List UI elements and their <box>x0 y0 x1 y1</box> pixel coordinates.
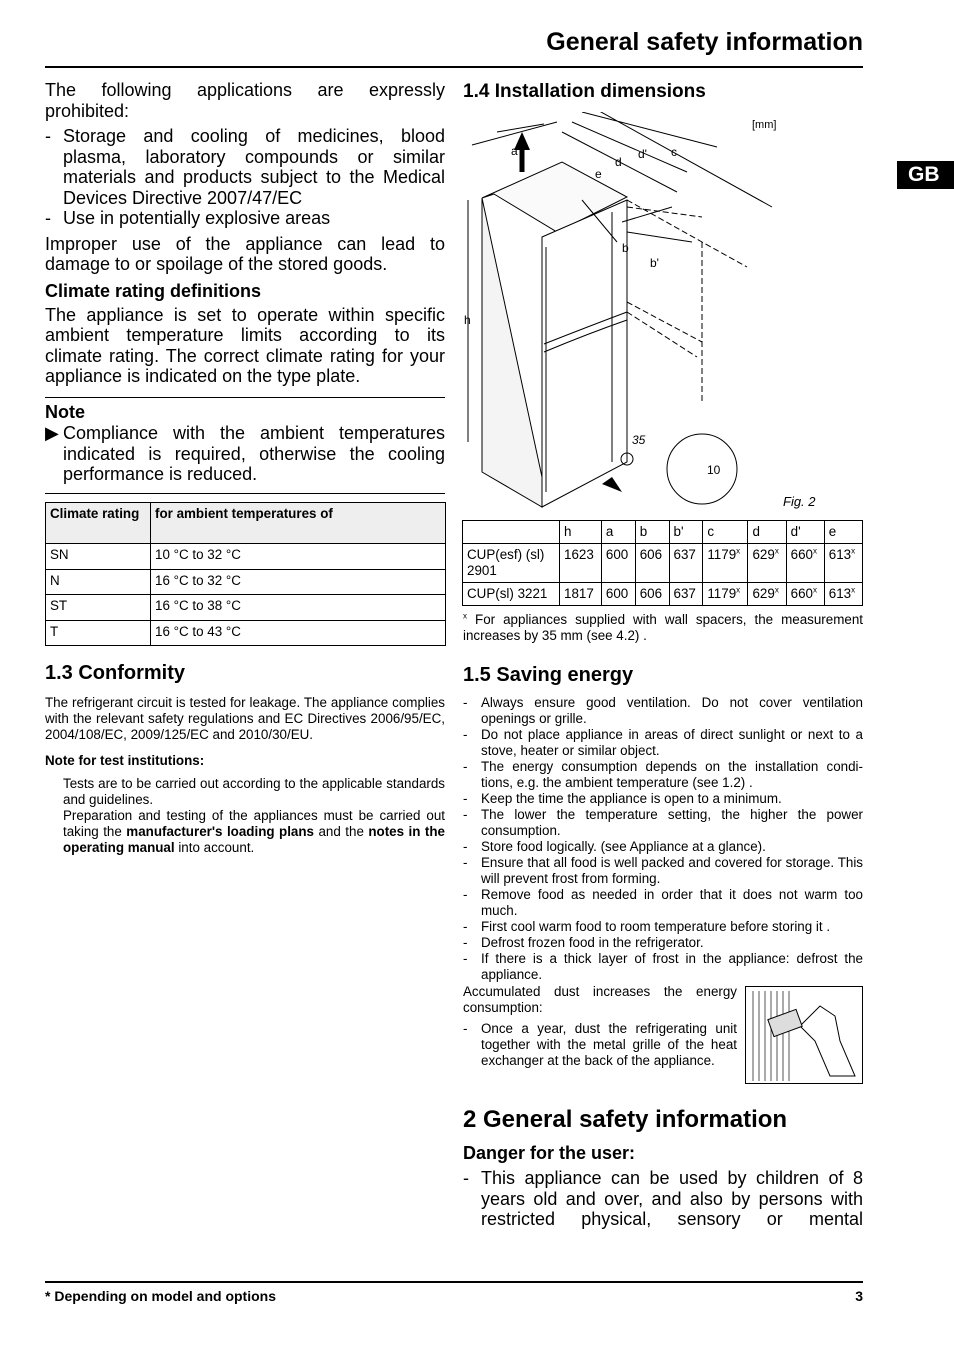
item-text: The lower the temperature setting, the higher the power consumption. <box>481 807 863 838</box>
header-rule <box>45 66 863 68</box>
saving-item: - Store food logically. (see Appliance at a glance). <box>463 839 863 855</box>
footnote-mark: x <box>774 585 779 595</box>
label-b-prime: b' <box>650 256 659 270</box>
table-row <box>463 583 863 606</box>
saving-item: - The lower the temperature setting, the higher the power consumption. <box>463 807 863 838</box>
test-paragraph-1: Tests are to be carried out according to the applicable standards and guidelines. <box>63 776 445 807</box>
note-rule-bottom <box>45 493 445 495</box>
note-text: Compliance with the ambient temperatures indicated is required, otherwise the cooling performance is reduced. <box>63 423 445 484</box>
item-text: Remove food as needed in order that it does not warm too much. <box>481 887 863 918</box>
item-text: Once a year, dust the refrigerating unit together with the metal grille of the heat exchanger at the back of the appliance. <box>481 1021 737 1068</box>
conformity-text: The refrigerant circuit is tested for leakage. The appliance complies with the relevant safety regulations and EC Directives 2006/95/EC, 2004/108/EC, 2009/125/EC and 2010/30/EU. <box>45 695 445 742</box>
value: 1179 <box>707 586 737 601</box>
table-header-row <box>463 521 863 544</box>
installation-heading: 1.4 Installation dimensions <box>463 81 706 102</box>
item-text: First cool warm food to room temperature before storing it . <box>481 919 831 934</box>
item-text: Storage and cooling of medicines, blood plasma, laboratory compounds or similar materials and products subject to the Medical Devices Directive 2007/47/EC <box>63 126 445 208</box>
label-h: h <box>464 313 471 327</box>
table-row <box>46 595 446 621</box>
value: 637 <box>673 547 696 562</box>
page-title: General safety information <box>546 28 863 56</box>
label-a: a <box>511 144 518 158</box>
value-cell <box>601 544 635 583</box>
item-text: Defrost frozen food in the refrigerator. <box>481 935 704 950</box>
footnote-mark: x <box>812 585 817 595</box>
climate-text: The appliance is set to operate within specific ambient temperature limits according to its climate rating. The correct climate rating for your appliance is indicated on the type plate. <box>45 304 445 386</box>
text: notes in the operating manual <box>63 824 445 855</box>
improper-use-text: Improper use of the appliance can lead to damage to or spoilage of the stored goods. <box>45 233 445 274</box>
item-text: Do not place appliance in areas of direct sunlight or next to a stove, heater or similar object. <box>481 727 863 758</box>
footer-note: * Depending on model and options <box>45 1288 276 1304</box>
label-c: c <box>671 145 677 159</box>
value-cell <box>669 544 703 583</box>
saving-item: - Ensure that all food is well packed and covered for storage. This will prevent frost from forming. <box>463 855 863 886</box>
value: 1623 <box>564 547 594 562</box>
header-cell <box>463 521 560 544</box>
text: and the <box>314 824 369 839</box>
value-cell <box>635 583 669 606</box>
value-cell <box>824 544 862 583</box>
footnote-mark: x <box>736 585 741 595</box>
note-rule <box>45 397 445 399</box>
saving-item: - Remove food as needed in order that it does not warm too much. <box>463 887 863 918</box>
note-heading: Note <box>45 402 85 422</box>
footnote <box>462 612 863 644</box>
text: Preparation and testing of the appliances must be carried out taking the <box>63 808 445 839</box>
header-cell: Climate rating <box>46 503 151 544</box>
item-text: The energy consumption depends on the installation condi-tions, e.g. the ambient temperature (see 1.2) . <box>481 759 863 790</box>
cell: 10 °C to 32 °C <box>151 544 446 570</box>
value-cell <box>669 583 703 606</box>
cell: ST <box>46 595 151 621</box>
note-item <box>45 423 445 485</box>
value: 629 <box>752 586 775 601</box>
cell: T <box>46 620 151 646</box>
saving-item: - The energy consumption depends on the installation condi-tions, e.g. the ambient temperature (see 1.2) . <box>463 759 863 790</box>
dust-text: Accumulated dust increases the energy consumption: <box>463 984 737 1015</box>
test-heading: Note for test institutions: <box>45 753 205 768</box>
value-cell <box>560 583 602 606</box>
header-cell: a <box>601 521 635 544</box>
value: 660 <box>790 586 813 601</box>
label-d-prime: d' <box>638 147 647 161</box>
dust-item: - Once a year, dust the refrigerating unit together with the metal grille of the heat exchanger at the back of the appliance. <box>463 1021 737 1068</box>
saving-item: - Do not place appliance in areas of direct sunlight or next to a stove, heater or similar object. <box>463 727 863 758</box>
model-cell: CUP(sl) 3221 <box>463 583 560 606</box>
saving-list <box>462 695 863 983</box>
item-text: Store food logically. (see Appliance at a glance). <box>481 839 766 854</box>
cell: 16 °C to 38 °C <box>151 595 446 621</box>
footnote-mark: x <box>851 585 856 595</box>
value-cell <box>703 583 748 606</box>
saving-heading: 1.5 Saving energy <box>463 664 634 686</box>
figure-caption: Fig. 2 <box>783 494 816 509</box>
value-cell <box>786 583 824 606</box>
value: 1817 <box>564 586 594 601</box>
cell: 16 °C to 43 °C <box>151 620 446 646</box>
header-cell: c <box>703 521 748 544</box>
cell: N <box>46 569 151 595</box>
item-text: Use in potentially explosive areas <box>63 208 331 228</box>
header-cell: h <box>560 521 602 544</box>
label-10: 10 <box>707 463 721 477</box>
value-cell <box>786 544 824 583</box>
climate-heading: Climate rating definitions <box>45 280 262 301</box>
saving-item: - Keep the time the appliance is open to a minimum. <box>463 791 863 807</box>
unit-label: [mm] <box>752 119 777 131</box>
label-35: 35 <box>632 433 646 447</box>
footer-rule <box>45 1281 863 1283</box>
value: 600 <box>605 547 629 562</box>
value-cell <box>824 583 862 606</box>
dimensions-table <box>462 520 863 606</box>
value: 637 <box>673 586 696 601</box>
item-text: Ensure that all food is well packed and covered for storage. This will prevent frost from forming. <box>481 855 863 886</box>
safety-heading: 2 General safety information <box>463 1106 788 1133</box>
table-row <box>46 544 446 570</box>
language-tab: GB <box>897 161 954 189</box>
test-paragraph-2 <box>45 808 445 856</box>
right-lower-column <box>462 520 863 1230</box>
header-cell: for ambient temperatures of <box>151 503 446 544</box>
value-cell <box>748 583 786 606</box>
value: 1179 <box>707 547 737 562</box>
value-cell <box>601 583 635 606</box>
table-row <box>46 620 446 646</box>
value-cell <box>703 544 748 583</box>
value-cell <box>748 544 786 583</box>
footnote-mark: x <box>774 546 779 556</box>
value: 606 <box>639 547 663 562</box>
value: 660 <box>790 547 813 562</box>
value-cell <box>560 544 602 583</box>
value-cell <box>635 544 669 583</box>
header-cell: b' <box>669 521 703 544</box>
left-column <box>45 80 445 856</box>
label-e: e <box>595 167 602 181</box>
item-text: If there is a thick layer of frost in the appliance: defrost the appliance. <box>481 951 863 982</box>
table-row <box>46 569 446 595</box>
saving-item: - First cool warm food to room temperature before storing it . <box>463 919 863 935</box>
label-b: b <box>622 241 629 255</box>
saving-item: - If there is a thick layer of frost in the appliance: defrost the appliance. <box>463 951 863 982</box>
footnote-mark: x <box>851 546 856 556</box>
label-d: d <box>615 155 622 169</box>
triangle-bullet-icon: ▶ <box>45 423 59 443</box>
value: 613 <box>828 586 852 601</box>
intro-text: The following applications are expressly prohibited: <box>45 80 445 121</box>
fridge-dimension-figure <box>462 112 832 512</box>
model-cell: CUP(esf) (sl) 2901 <box>463 544 560 583</box>
conformity-section <box>45 662 445 856</box>
header-cell: d' <box>786 521 824 544</box>
danger-heading: Danger for the user: <box>463 1143 636 1163</box>
footnote-mark: x <box>736 546 741 556</box>
text: into account. <box>174 840 255 855</box>
value: 600 <box>605 586 629 601</box>
table-row <box>463 544 863 583</box>
saving-item: - Always ensure good ventilation. Do not cover ventilation openings or grille. <box>463 695 863 726</box>
item-text: Always ensure good ventilation. Do not cover ventilation openings or grille. <box>481 695 863 726</box>
header-cell: d <box>748 521 786 544</box>
text: manufacturer's loading plans <box>126 824 314 839</box>
header-cell: e <box>824 521 862 544</box>
item-text: This appliance can be used by children of 8 years old and over, and also by persons with restricted physical, sensory or mental <box>481 1168 863 1229</box>
value: 606 <box>639 586 663 601</box>
danger-item: - This appliance can be used by children of 8 years old and over, and also by persons with restricted physical, sensory or mental <box>463 1168 863 1229</box>
prohibited-item: - Use in potentially explosive areas <box>45 208 445 229</box>
climate-table <box>45 502 446 646</box>
value: 613 <box>828 547 852 562</box>
footnote-mark: x <box>812 546 817 556</box>
footnote-text: For appliances supplied with wall spacers, the measurement increases by 35 mm (see 4.2) . <box>463 612 863 643</box>
dust-section <box>462 984 863 1084</box>
saving-item: - Defrost frozen food in the refrigerator. <box>463 935 863 951</box>
header-cell: b <box>635 521 669 544</box>
cell: SN <box>46 544 151 570</box>
page-number: 3 <box>855 1288 863 1304</box>
conformity-heading: 1.3 Conformity <box>45 662 186 684</box>
footnote-mark: x <box>463 611 467 621</box>
item-text: Keep the time the appliance is open to a minimum. <box>481 791 782 806</box>
cell: 16 °C to 32 °C <box>151 569 446 595</box>
dusting-illustration <box>745 986 863 1084</box>
value: 629 <box>752 547 775 562</box>
prohibited-item: - Storage and cooling of medicines, blood plasma, laboratory compounds or similar materials and products subject to the Medical Devices Directive 2007/47/EC <box>45 126 445 208</box>
